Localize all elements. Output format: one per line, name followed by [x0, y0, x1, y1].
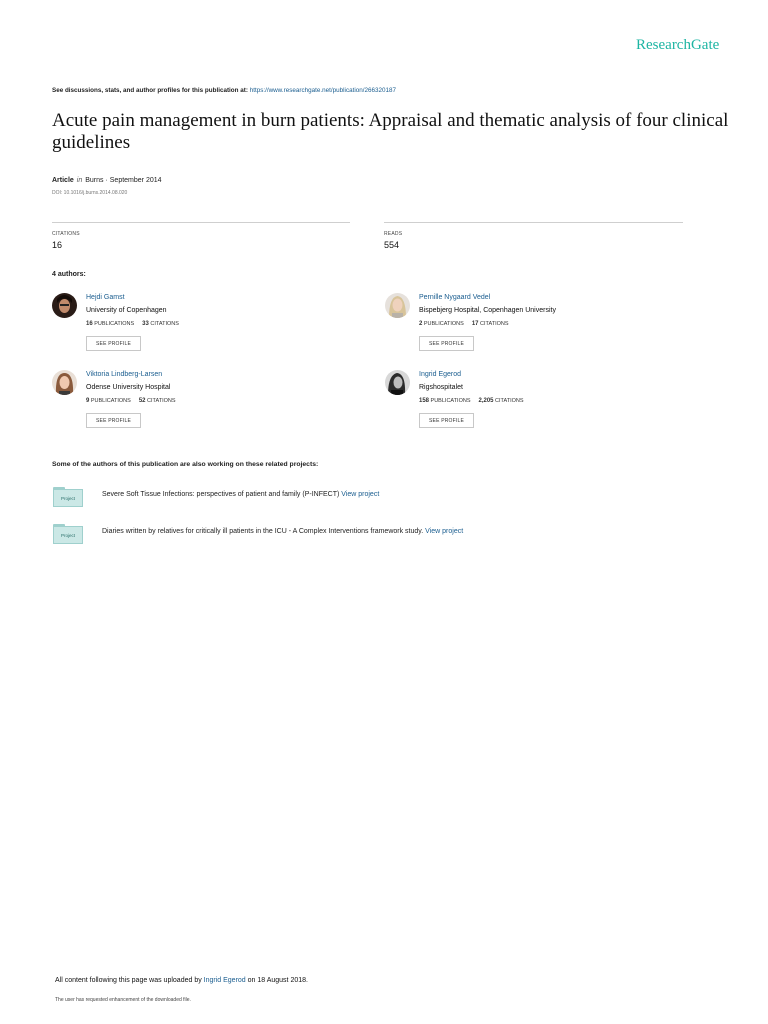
view-project-link[interactable]: View project	[341, 491, 380, 498]
publications-count: 158	[419, 398, 430, 404]
publications-label: PUBLICATIONS	[430, 398, 471, 404]
view-project-link[interactable]: View project	[425, 528, 464, 535]
in-word: in	[76, 177, 83, 184]
citations-count: 17	[471, 321, 479, 327]
author-card	[52, 370, 352, 440]
avatar[interactable]	[52, 370, 77, 395]
author-stats	[86, 398, 176, 404]
publications-label: PUBLICATIONS	[423, 321, 464, 327]
citations-count: 33	[142, 321, 149, 327]
project-folder-icon	[53, 524, 83, 545]
author-card	[52, 293, 352, 363]
publications-label: PUBLICATIONS	[90, 398, 131, 404]
author-stats	[419, 321, 509, 327]
publications-count: 9	[86, 398, 90, 404]
citations-label: CITATIONS	[480, 321, 509, 327]
avatar[interactable]	[52, 293, 77, 318]
author-institution: Rigshospitalet	[419, 384, 463, 391]
see-profile-button[interactable]: SEE PROFILE	[86, 336, 141, 351]
publications-count: 16	[86, 321, 93, 327]
project-title: Diaries written by relatives for critically ill patients in the ICU - A Complex Interventions framework study.	[102, 528, 426, 535]
article-type: Article	[52, 177, 74, 184]
reads-value: 554	[384, 240, 400, 250]
see-profile-button[interactable]: SEE PROFILE	[86, 413, 141, 428]
project-item	[52, 487, 732, 511]
discussion-line	[52, 87, 396, 94]
see-profile-button[interactable]: SEE PROFILE	[419, 413, 474, 428]
project-text	[102, 491, 379, 498]
upload-prefix: All content following this page was uploaded by	[55, 977, 204, 984]
citations-label: CITATIONS	[52, 231, 80, 237]
author-card	[385, 370, 685, 440]
author-institution: University of Copenhagen	[86, 307, 167, 314]
project-icon-label: Project	[53, 526, 83, 544]
citations-label: CITATIONS	[150, 321, 179, 327]
upload-note	[55, 977, 308, 984]
divider-right	[384, 222, 683, 223]
uploader-link[interactable]: Ingrid Egerod	[203, 977, 246, 984]
journal-name[interactable]: Burns	[85, 177, 104, 184]
project-item	[52, 524, 732, 548]
researchgate-logo[interactable]: ResearchGate	[636, 37, 720, 53]
project-text	[102, 528, 463, 535]
project-icon-label: Project	[53, 489, 83, 507]
doi[interactable]: DOI: 10.1016/j.burns.2014.08.020	[52, 190, 128, 196]
publications-count: 2	[419, 321, 423, 327]
author-name[interactable]: Hejdi Gamst	[86, 294, 125, 301]
author-name[interactable]: Pernille Nygaard Vedel	[419, 294, 491, 301]
publication-url-link[interactable]: https://www.researchgate.net/publication/266320187	[249, 87, 397, 94]
publication-date: · September 2014	[103, 177, 162, 184]
project-title: Severe Soft Tissue Infections: perspectives of patient and family (P-INFECT)	[102, 491, 342, 498]
citations-label: CITATIONS	[495, 398, 524, 404]
citations-count: 2,205	[478, 398, 494, 404]
discussion-text: See discussions, stats, and author profiles for this publication at:	[52, 87, 250, 94]
author-stats	[419, 398, 524, 404]
author-institution: Bispebjerg Hospital, Copenhagen University	[419, 307, 556, 314]
authors-heading: 4 authors:	[52, 271, 86, 278]
reads-label: READS	[384, 231, 403, 237]
article-meta	[52, 177, 162, 184]
author-card	[385, 293, 685, 363]
citations-count: 52	[138, 398, 146, 404]
author-name[interactable]: Ingrid Egerod	[419, 371, 462, 378]
publications-label: PUBLICATIONS	[94, 321, 135, 327]
author-name[interactable]: Viktoria Lindberg-Larsen	[86, 371, 163, 378]
avatar[interactable]	[385, 293, 410, 318]
upload-suffix: on 18 August 2018.	[245, 977, 308, 984]
related-projects-heading: Some of the authors of this publication are also working on these related projects:	[52, 461, 319, 468]
paper-title: Acute pain management in burn patients: Appraisal and thematic analysis of four clinical guidelines	[52, 110, 729, 153]
citations-value: 16	[52, 240, 63, 250]
author-institution: Odense University Hospital	[86, 384, 171, 391]
see-profile-button[interactable]: SEE PROFILE	[419, 336, 474, 351]
avatar[interactable]	[385, 370, 410, 395]
divider-left	[52, 222, 350, 223]
author-stats	[86, 321, 179, 327]
citations-label: CITATIONS	[147, 398, 176, 404]
enhancement-note: The user has requested enhancement of the downloaded file.	[55, 997, 191, 1003]
project-folder-icon	[53, 487, 83, 508]
